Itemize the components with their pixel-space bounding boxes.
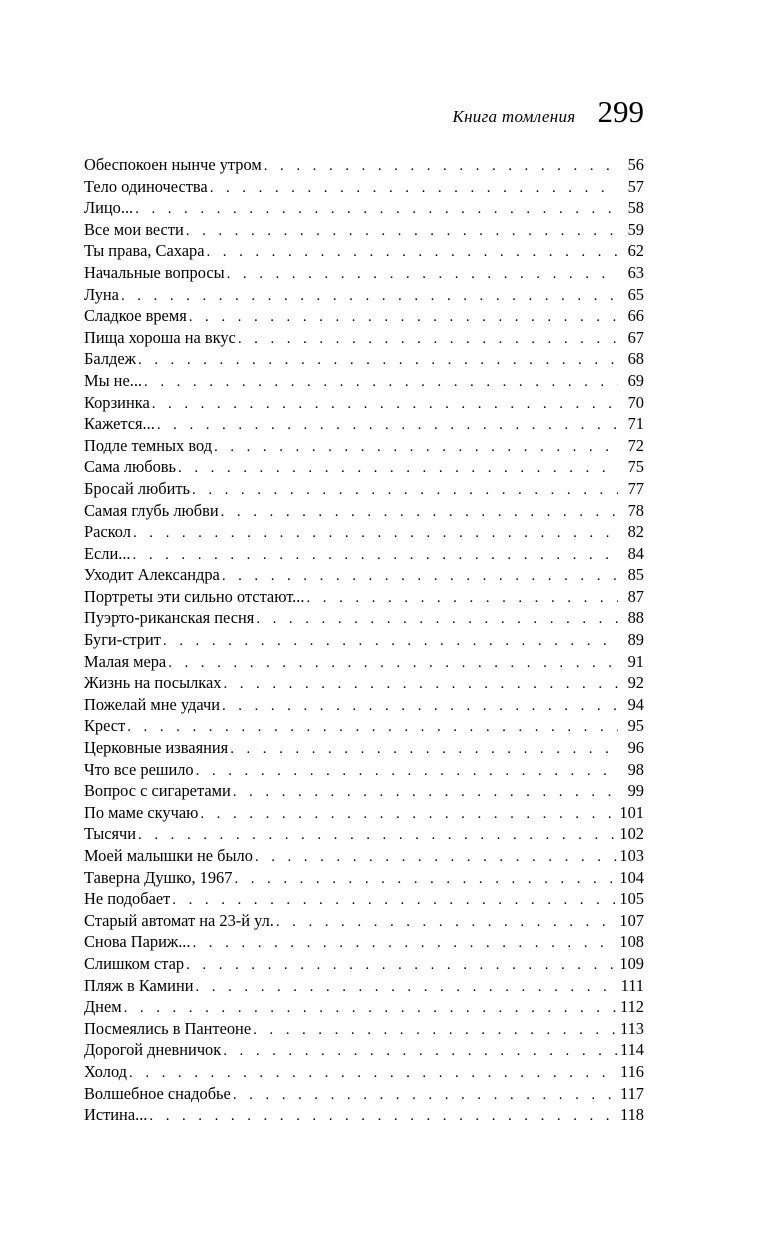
toc-entry[interactable]: [84, 823, 644, 845]
toc-entry[interactable]: [84, 219, 644, 241]
toc-entry[interactable]: [84, 1083, 644, 1105]
toc-entry[interactable]: [84, 802, 644, 824]
toc-entry-title: Буги-стрит: [84, 630, 161, 650]
toc-entry-title: Мы не...: [84, 370, 143, 390]
toc-entry-title: Истина...: [84, 1105, 148, 1125]
toc-entry-title: Тело одиночества: [84, 176, 208, 196]
toc-entry[interactable]: [84, 176, 644, 198]
toc-entry[interactable]: [84, 240, 644, 262]
dot-leader: [178, 458, 618, 478]
dot-leader: [172, 890, 617, 910]
dot-leader: [149, 1106, 618, 1126]
table-of-contents: [84, 154, 644, 1126]
toc-entry[interactable]: [84, 1018, 644, 1040]
toc-entry-page: 72: [627, 435, 644, 455]
toc-entry-page: 112: [620, 997, 644, 1017]
toc-entry[interactable]: [84, 759, 644, 781]
toc-entry-page: 95: [627, 716, 644, 736]
toc-entry-title: Крест: [84, 716, 126, 736]
dot-leader: [233, 1085, 618, 1105]
toc-entry[interactable]: [84, 845, 644, 867]
toc-entry-title: Днем: [84, 997, 122, 1017]
dot-leader: [223, 1041, 618, 1061]
toc-entry[interactable]: [84, 348, 644, 370]
toc-entry[interactable]: [84, 607, 644, 629]
toc-entry[interactable]: [84, 694, 644, 716]
dot-leader: [255, 847, 618, 867]
dot-leader: [234, 869, 617, 889]
toc-entry[interactable]: [84, 931, 644, 953]
running-head: [84, 96, 644, 132]
toc-entry-title: Малая мера: [84, 651, 167, 671]
toc-entry[interactable]: [84, 1104, 644, 1126]
dot-leader: [186, 955, 617, 975]
toc-entry[interactable]: [84, 478, 644, 500]
dot-leader: [127, 717, 618, 737]
toc-entry[interactable]: [84, 586, 644, 608]
toc-entry[interactable]: [84, 910, 644, 932]
toc-entry-title: Моей малышки не было: [84, 846, 253, 865]
dot-leader: [223, 674, 618, 694]
toc-entry[interactable]: [84, 543, 644, 565]
toc-entry-title: Волшебное снадобье: [84, 1083, 231, 1103]
toc-entry-page: 69: [627, 370, 644, 390]
dot-leader: [230, 739, 618, 759]
dot-leader: [129, 1063, 618, 1083]
toc-entry-page: 71: [627, 414, 644, 434]
toc-entry-title: Что все решило: [84, 759, 194, 779]
toc-entry-title: Корзинка: [84, 392, 150, 412]
toc-entry-page: 75: [627, 457, 644, 477]
dot-leader: [135, 199, 618, 219]
toc-entry-page: 91: [627, 651, 644, 671]
toc-entry-page: 114: [620, 1040, 644, 1060]
page-number: 299: [597, 94, 644, 129]
dot-leader: [221, 502, 618, 522]
toc-entry-title: Луна: [84, 284, 119, 304]
dot-leader: [210, 178, 618, 198]
toc-entry-title: Все мои вести: [84, 219, 184, 239]
toc-entry[interactable]: [84, 672, 644, 694]
toc-entry[interactable]: [84, 996, 644, 1018]
toc-entry-title: Вопрос с сигаретами: [84, 781, 231, 801]
toc-entry-title: Пляж в Камини: [84, 975, 194, 995]
toc-entry-page: 84: [627, 543, 644, 563]
dot-leader: [138, 350, 618, 370]
toc-entry-page: 68: [627, 349, 644, 369]
toc-entry-page: 57: [627, 176, 644, 196]
toc-entry[interactable]: [84, 867, 644, 889]
toc-entry-page: 99: [627, 781, 644, 801]
toc-entry-page: 66: [627, 306, 644, 326]
toc-entry-page: 117: [620, 1083, 644, 1103]
dot-leader: [276, 912, 618, 932]
toc-entry[interactable]: [84, 154, 644, 176]
toc-entry-title: Снова Париж...: [84, 932, 191, 952]
toc-entry-page: 96: [627, 738, 644, 758]
toc-entry-page: 108: [619, 932, 644, 952]
toc-entry-page: 70: [627, 392, 644, 412]
toc-entry-title: Пожелай мне удачи: [84, 694, 220, 714]
toc-entry-page: 109: [619, 953, 644, 973]
dot-leader: [163, 631, 618, 651]
dot-leader: [121, 286, 618, 306]
toc-entry[interactable]: [84, 456, 644, 478]
toc-entry[interactable]: [84, 780, 644, 802]
toc-entry-page: 103: [619, 846, 644, 865]
toc-entry[interactable]: [84, 715, 644, 737]
toc-entry-page: 58: [627, 198, 644, 218]
toc-entry-title: Таверна Душко, 1967: [84, 867, 233, 887]
toc-entry-page: 116: [620, 1061, 644, 1081]
toc-entry-title: Самая глубь любви: [84, 500, 219, 520]
toc-entry-page: 63: [627, 262, 644, 282]
toc-entry-page: 102: [619, 824, 644, 844]
toc-entry[interactable]: [84, 435, 644, 457]
dot-leader: [253, 1020, 618, 1040]
toc-entry-title: Начальные вопросы: [84, 262, 225, 282]
toc-entry-page: 107: [619, 910, 644, 930]
toc-entry-title: Церковные изваяния: [84, 738, 229, 758]
toc-entry-title: Ты права, Сахара: [84, 241, 205, 261]
dot-leader: [138, 825, 617, 845]
toc-entry-page: 82: [627, 522, 644, 542]
toc-entry[interactable]: [84, 500, 644, 522]
toc-entry-title: Тысячи: [84, 824, 137, 844]
toc-entry-page: 65: [627, 284, 644, 304]
toc-entry-title: Портреты эти сильно отстают...: [84, 586, 305, 606]
toc-entry-title: Раскол: [84, 522, 131, 542]
dot-leader: [238, 329, 618, 349]
toc-entry[interactable]: [84, 888, 644, 910]
toc-entry-title: Подле темных вод: [84, 435, 213, 455]
toc-entry[interactable]: [84, 953, 644, 975]
toc-entry[interactable]: [84, 1061, 644, 1083]
toc-entry-title: Пуэрто-риканская песня: [84, 608, 255, 628]
toc-entry[interactable]: [84, 197, 644, 219]
toc-entry-title: Жизнь на посылках: [84, 673, 222, 693]
dot-leader: [152, 394, 618, 414]
toc-entry-page: 101: [619, 802, 644, 822]
toc-entry[interactable]: [84, 305, 644, 327]
toc-entry[interactable]: [84, 975, 644, 997]
toc-entry-title: Сама любовь: [84, 457, 177, 477]
toc-entry-title: Не подобает: [84, 889, 171, 909]
toc-entry[interactable]: [84, 629, 644, 651]
toc-entry-title: Посмеялись в Пантеоне: [84, 1018, 252, 1038]
dot-leader: [196, 977, 619, 997]
dot-leader: [206, 242, 618, 262]
toc-entry-page: 87: [627, 586, 644, 606]
toc-entry-page: 89: [627, 630, 644, 650]
toc-entry-page: 105: [619, 889, 644, 909]
toc-entry[interactable]: [84, 521, 644, 543]
toc-entry-page: 94: [627, 694, 644, 714]
toc-entry[interactable]: [84, 564, 644, 586]
toc-entry-title: Обеспокоен нынче утром: [84, 155, 262, 174]
toc-entry[interactable]: [84, 1039, 644, 1061]
dot-leader: [306, 588, 618, 608]
dot-leader: [186, 221, 618, 241]
toc-entry-page: 113: [620, 1018, 644, 1038]
toc-entry-page: 85: [627, 565, 644, 585]
toc-entry-title: Балдеж: [84, 349, 136, 369]
toc-entry-title: Уходит Александра: [84, 565, 220, 585]
toc-entry[interactable]: [84, 370, 644, 392]
dot-leader: [133, 523, 618, 543]
dot-leader: [168, 653, 618, 673]
toc-entry-page: 98: [627, 759, 644, 779]
dot-leader: [222, 696, 618, 716]
toc-entry-page: 118: [620, 1105, 644, 1125]
dot-leader: [144, 372, 618, 392]
dot-leader: [193, 933, 618, 953]
dot-leader: [214, 437, 618, 457]
toc-entry-title: Бросай любить: [84, 478, 191, 498]
dot-leader: [196, 761, 618, 781]
toc-entry-title: Холод: [84, 1061, 128, 1081]
toc-entry-title: Слишком стар: [84, 953, 185, 973]
toc-entry-page: 59: [627, 219, 644, 239]
toc-entry-title: Кажется...: [84, 414, 155, 434]
toc-entry[interactable]: [84, 392, 644, 414]
toc-entry-title: Если...: [84, 543, 131, 563]
toc-entry-page: 78: [627, 500, 644, 520]
toc-entry[interactable]: [84, 651, 644, 673]
toc-entry-page: 56: [627, 155, 644, 174]
dot-leader: [227, 264, 618, 284]
toc-entry-title: Сладкое время: [84, 306, 187, 326]
toc-entry-page: 111: [620, 975, 644, 995]
toc-entry-page: 88: [627, 608, 644, 628]
toc-entry[interactable]: [84, 284, 644, 306]
dot-leader: [157, 415, 618, 435]
toc-entry-page: 92: [627, 673, 644, 693]
dot-leader: [233, 782, 618, 802]
book-title: Книга томления: [452, 107, 576, 126]
dot-leader: [200, 804, 617, 824]
toc-entry[interactable]: [84, 737, 644, 759]
toc-entry-title: Лицо...: [84, 198, 134, 218]
toc-entry-title: Старый автомат на 23-й ул.: [84, 910, 274, 930]
toc-entry-page: 77: [627, 478, 644, 498]
toc-entry-title: По маме скучаю: [84, 802, 199, 822]
toc-entry-page: 104: [619, 867, 644, 887]
dot-leader: [256, 609, 618, 629]
toc-entry-title: Пища хороша на вкус: [84, 327, 236, 347]
toc-entry-title: Дорогой дневничок: [84, 1040, 222, 1060]
dot-leader: [222, 566, 618, 586]
dot-leader: [189, 307, 618, 327]
toc-entry-page: 67: [627, 327, 644, 347]
toc-entry[interactable]: [84, 327, 644, 349]
dot-leader: [124, 998, 618, 1018]
toc-entry[interactable]: [84, 413, 644, 435]
dot-leader: [264, 156, 618, 176]
toc-entry[interactable]: [84, 262, 644, 284]
toc-entry-page: 62: [627, 241, 644, 261]
dot-leader: [192, 480, 618, 500]
dot-leader: [133, 545, 618, 565]
